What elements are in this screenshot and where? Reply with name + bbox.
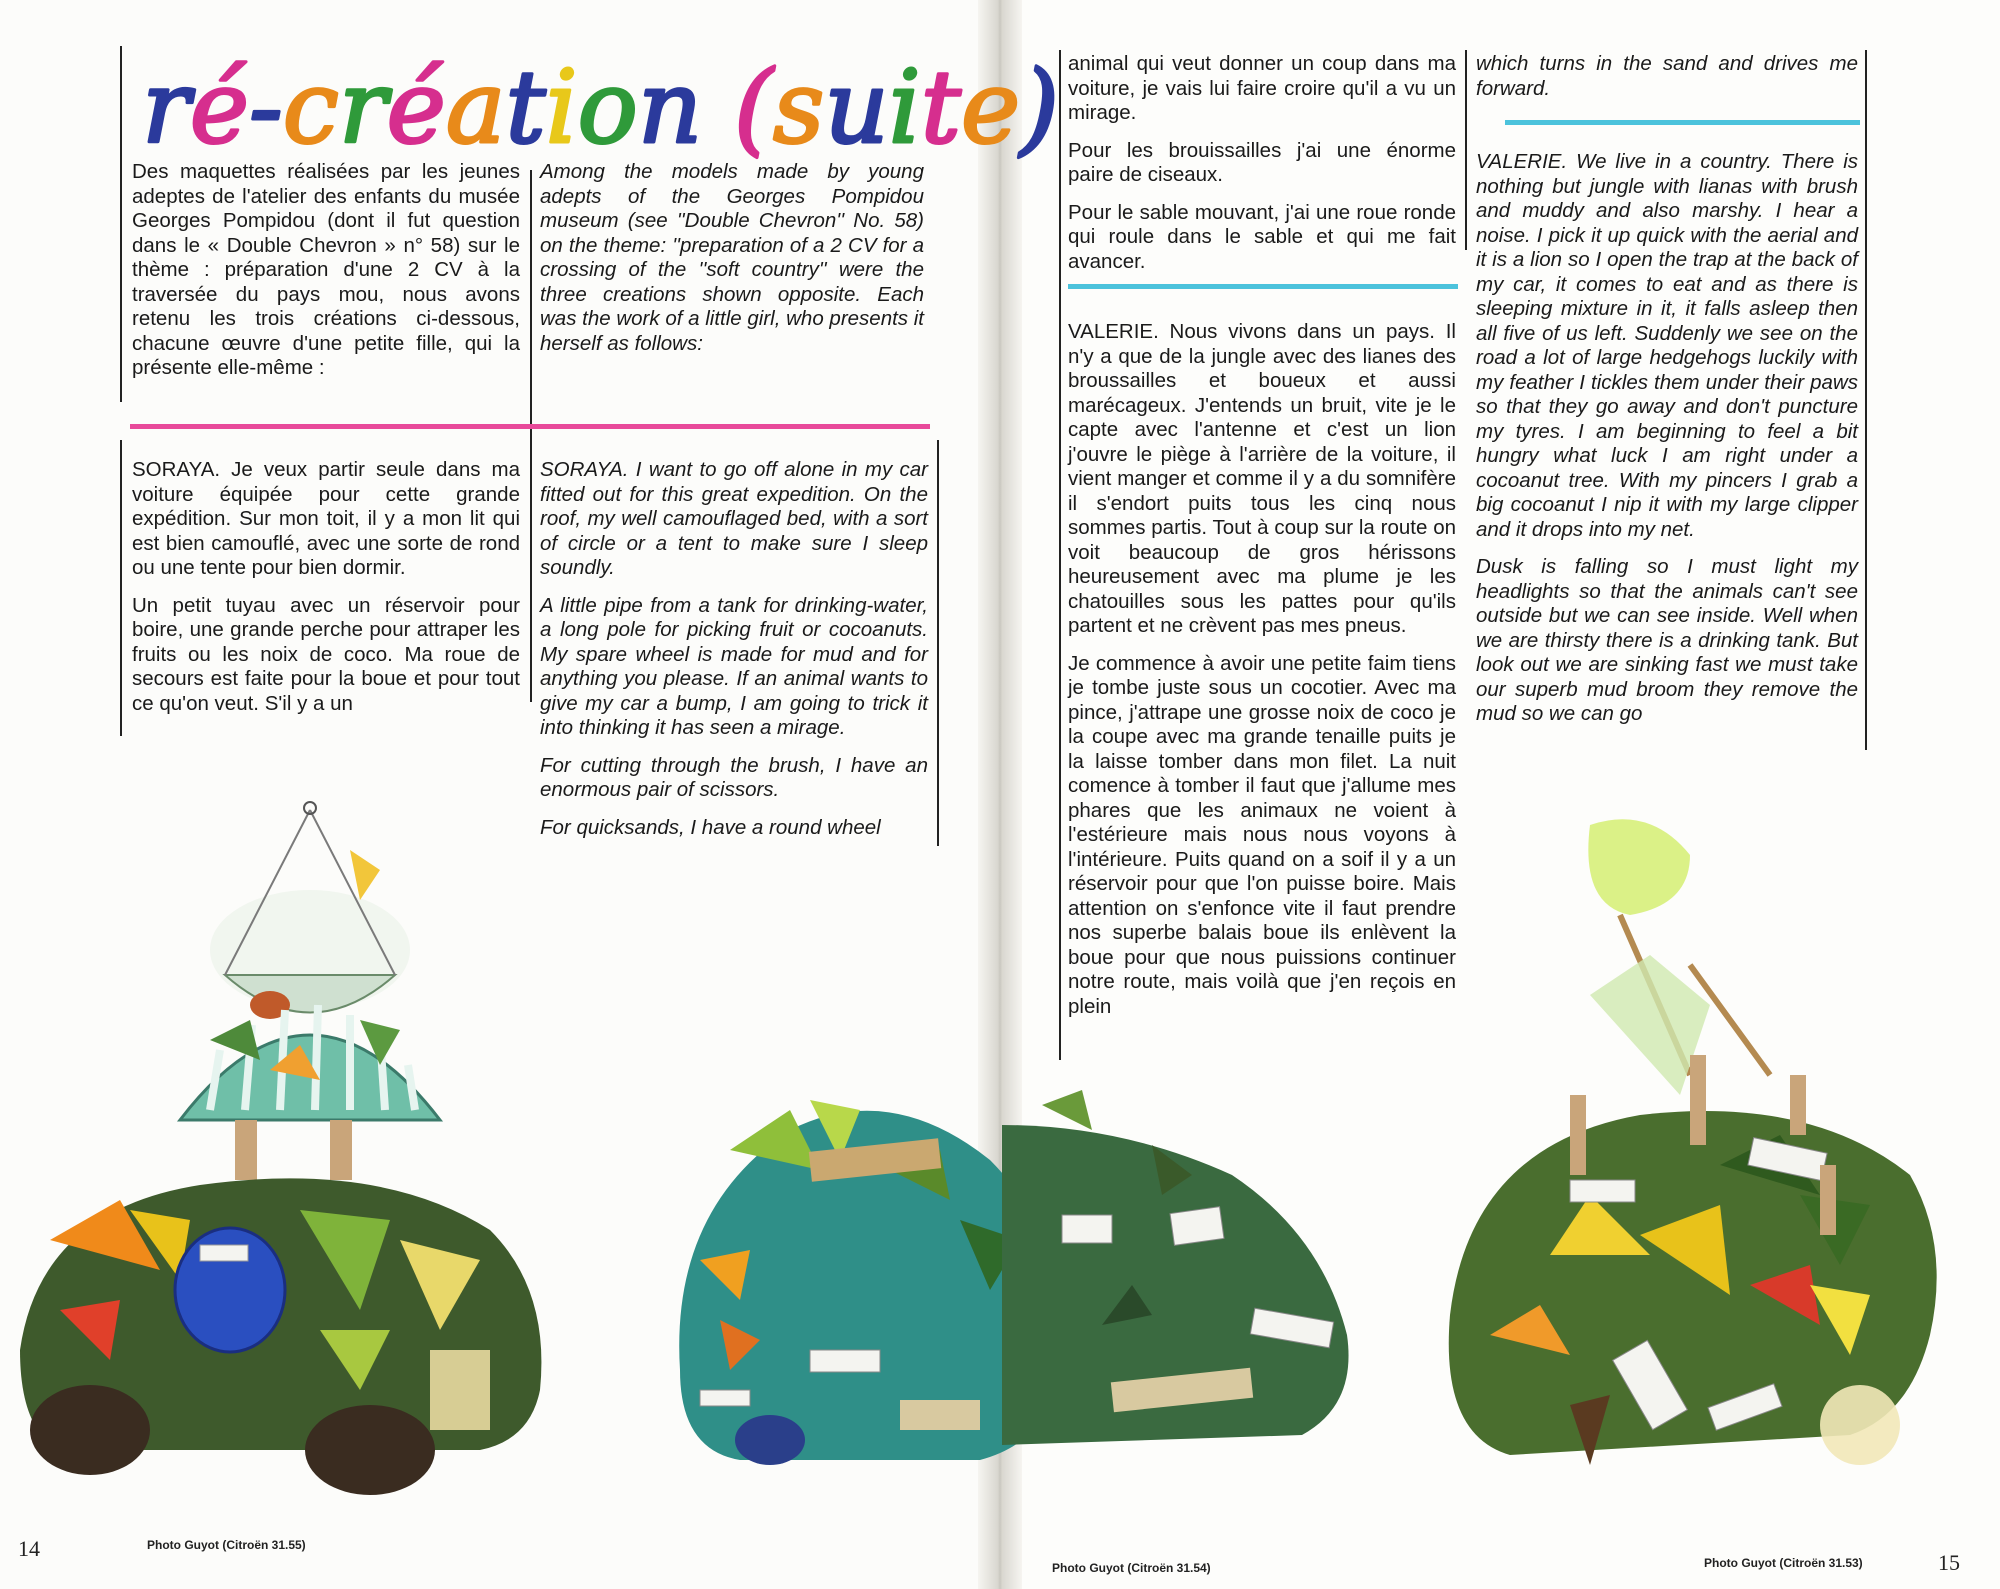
- title-lettering: [136, 42, 1060, 167]
- column-rule: [1465, 50, 1467, 250]
- intro-french-text: Des maquettes réalisées par les jeunes adeptes de l'atelier des enfants du musée Georges Pompidou (dont il fut question dans le « Double Chevron » n° 58) sur le thème : préparation d'une 2 CV à la traversée du pays mou, nous avons retenu les trois créations ci-dessous, chacune œuvre d'une petite fille, qui la présente elle-même :: [132, 160, 520, 379]
- title-text: ré-création (suite): [142, 49, 1060, 166]
- paragraph: Pour le sable mouvant, j'ai une roue ronde qui roule dans le sable et qui me fait avancer.: [1068, 200, 1456, 273]
- paragraph: animal qui veut donner un coup dans ma voiture, je vais lui faire croire qu'il a vu un mirage.: [1068, 52, 1456, 124]
- photo-caption: Photo Guyot (Citroën 31.55): [147, 1538, 306, 1552]
- soraya-french-continued: [1068, 52, 1456, 287]
- cyan-rule: [1505, 120, 1860, 125]
- paragraph: Je commence à avoir une petite faim tiens je tombe juste sous un cocotier. Avec ma pince, j'attrape une grosse noix de coco je la coupe avec ma grande tenaille puits je la laisse tomber dans mon filet. La nuit comence à tomber il faut que j'allume mes phares que les animaux ne voient à l'estérieure mais nous nous voyons à l'intérieure. Puits quand on a soif il y a un réservoir pour que l'on puisse boire. Mais attention on s'enfonce vite il faut prendre nos superbe balais boue ils enlèvent la boue pour que nous puissions continuer notre route, mais voilà que j'en reçois en plein: [1068, 651, 1456, 1018]
- page-number-right: 15: [1938, 1550, 1960, 1575]
- soraya-french: [132, 458, 520, 729]
- column-rule: [120, 46, 122, 402]
- column-rule: [937, 440, 939, 846]
- intro-english: [540, 160, 924, 369]
- paragraph: which turns in the sand and drives me forward.: [1476, 52, 1858, 100]
- intro-french: [132, 160, 520, 394]
- paragraph: Pour les brouissailles j'ai une énorme paire de ciseaux.: [1068, 138, 1456, 186]
- paragraph: VALERIE. Nous vivons dans un pays. Il n'y a que de la jungle avec des lianes des broussailles et boueux et aussi marécageux. J'entends un bruit, vite je le capte avec l'antenne et c'est un lion j'ouvre le piège à l'arrière de la voiture, il vient manger et comme il y a du somnifère il s'endort puits tous les cinq nous sommes partis. Tout à coup sur la route on voit beaucoup de gros hérissons heureusement avec ma plume je les chatouilles sous les pattes pour qu'ils partent et ne crèvent pas mes pneus.: [1068, 320, 1456, 637]
- paragraph: For cutting through the brush, I have an enormous pair of scissors.: [540, 753, 928, 801]
- paragraph: A little pipe from a tank for drinking-water, a long pole for picking fruit or cocoanuts. My spare wheel is made for mud and for anything you please. If an animal wants to give my car a bump, I am going to trick it into thinking it has seen a mirage.: [540, 593, 928, 739]
- column-rule: [530, 170, 532, 402]
- photo-model-left: [20, 790, 660, 1530]
- column-rule: [1865, 50, 1867, 750]
- paragraph: Dusk is falling so I must light my headlights so that the animals can't see outside but we can see inside. Well when we are thirsty there is a drinking tank. But look out we are sinking fast we must take our superb mud broom they remove the mud so we can go: [1476, 555, 1858, 725]
- photo-caption: Photo Guyot (Citroën 31.54): [1052, 1561, 1211, 1575]
- page-number-left: 14: [18, 1536, 40, 1561]
- column-rule: [1059, 50, 1061, 1060]
- soraya-english-continued: [1476, 52, 1858, 114]
- paragraph: Un petit tuyau avec un réservoir pour boire, une grande perche pour attraper les fruits ou les noix de coco. Ma roue de secours est faite pour la boue et pour tout ce qu'on veut. S'il y a un: [132, 593, 520, 715]
- intro-english-text: Among the models made by young adepts of the Georges Pompidou museum (see ''Double Chevron'' No. 58) on the theme: ''preparation of a 2 CV for a crossing of the ''soft country'' were the three creations shown opposite. Each was the work of a little girl, who presents it herself as follows:: [540, 160, 924, 355]
- photo-model-right: [1390, 815, 1950, 1535]
- photo-model-middle-right: [1002, 1085, 1362, 1475]
- column-rule: [120, 440, 122, 736]
- valerie-english: [1476, 150, 1858, 740]
- paragraph: VALERIE. We live in a country. There is nothing but jungle with lianas with brush and muddy and also marshy. I hear a noise. I pick it up quick with the aerial and it is a lion so I open the trap at the back of my car, it comes to eat and as there is sleeping mixture in it, it falls asleep then all five of us left. Suddenly we see on the road a lot of large hedgehogs luckily with my feather I tickles them under their paws so that they go away and don't puncture my tyres. I am beginning to feel a bit hungry what luck I am right under a cocoanut tree. With my pincers I grab a big cocoanut I nip it with my large clipper and it drops into my net.: [1476, 150, 1858, 541]
- photo-caption: Photo Guyot (Citroën 31.53): [1704, 1556, 1863, 1570]
- pink-rule: [130, 424, 930, 429]
- title: [136, 42, 1060, 167]
- paragraph: SORAYA. I want to go off alone in my car fitted out for this great expedition. On the roof, my well camouflaged bed, with a sort of circle or a tent to make sure I sleep soundly.: [540, 458, 928, 579]
- paragraph: For quicksands, I have a round wheel: [540, 815, 881, 839]
- column-rule: [530, 370, 532, 702]
- paragraph: SORAYA. Je veux partir seule dans ma voiture équipée pour cette grande expédition. Sur mon toit, il y a mon lit qui est bien camouflé, avec une sorte de rond ou une tente pour bien dormir.: [132, 458, 520, 579]
